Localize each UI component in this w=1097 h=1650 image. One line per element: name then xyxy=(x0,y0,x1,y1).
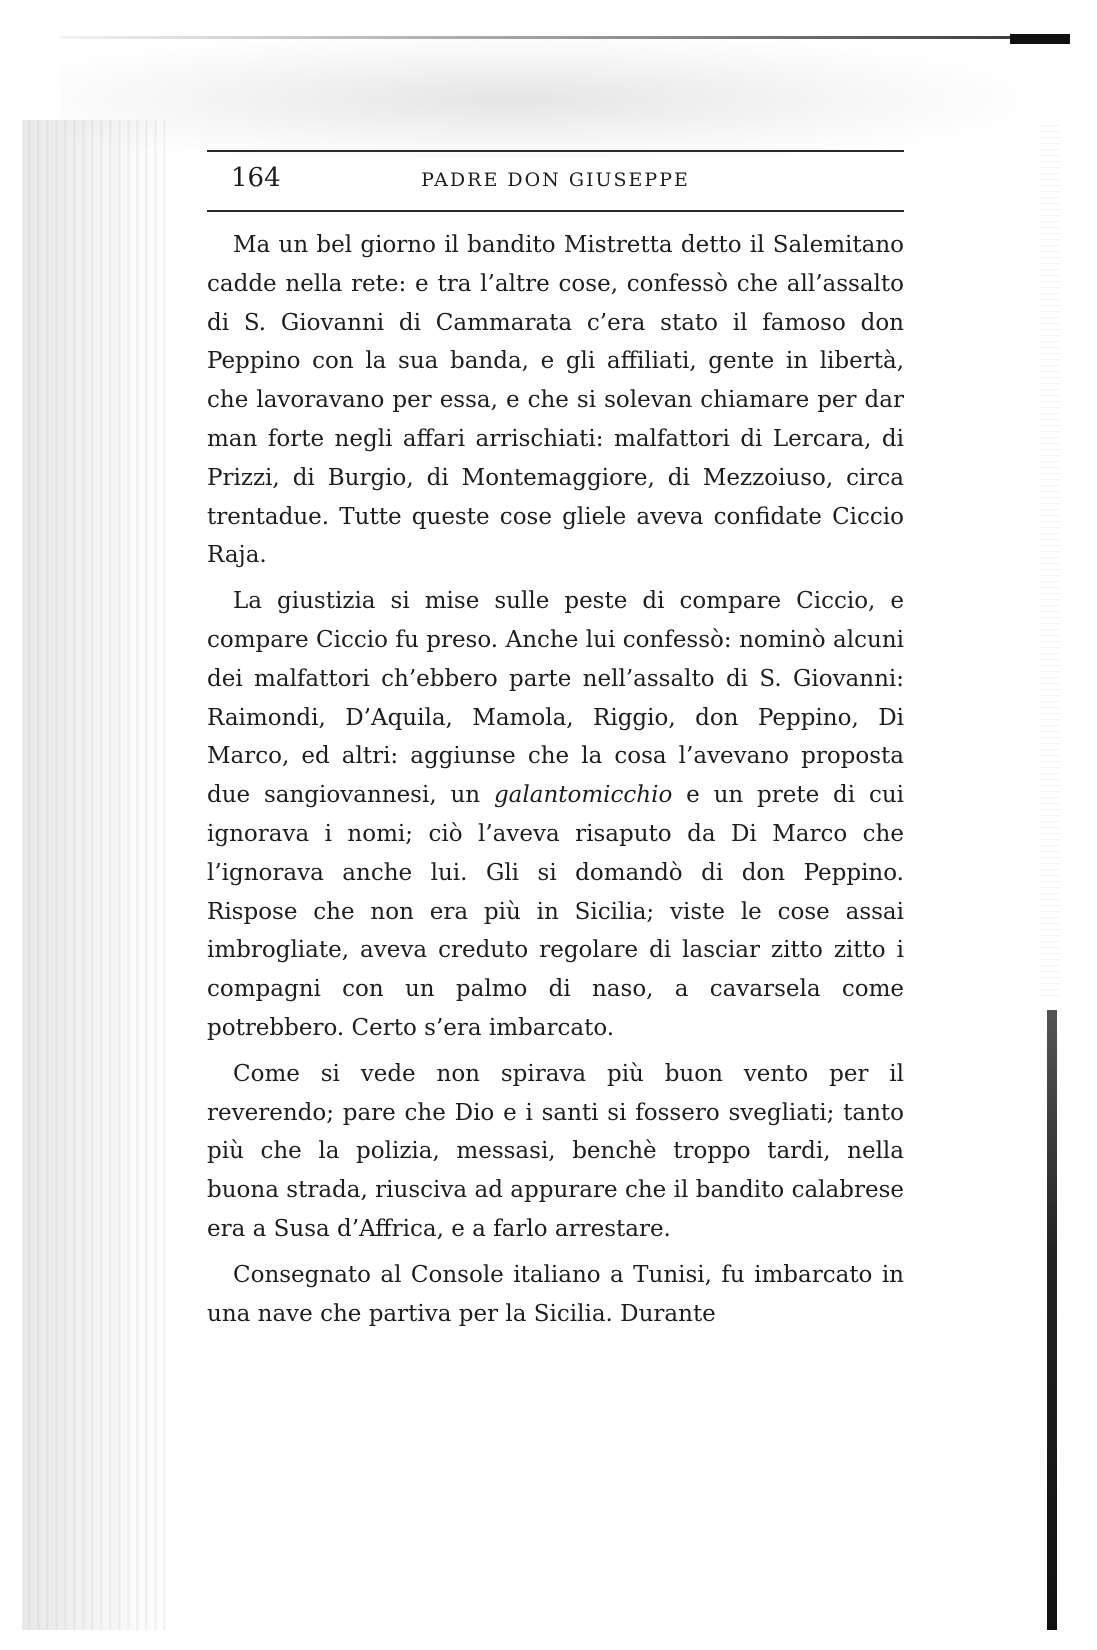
running-title: PADRE DON GIUSEPPE xyxy=(421,169,690,191)
paragraph-3 xyxy=(207,1055,904,1249)
paragraph-4 xyxy=(207,1256,904,1334)
paragraph-2 xyxy=(207,582,904,1048)
paragraph-text: La giustizia si mise sulle peste di compare Ciccio, e compare Ciccio fu preso. Anche lui confessò: nominò alcuni dei malfattori ch’ebbero parte nell’assalto di S. Giovanni: Raimondi, D’Aquila, Mamola, Riggio, don Peppino, Di Marco, ed altri: aggiunse che la cosa l’avevano proposta due sangiovannesi, un xyxy=(207,588,904,809)
scan-corner-mark xyxy=(1010,34,1070,44)
scan-shadow-top xyxy=(60,28,1060,158)
body-text xyxy=(207,226,904,1340)
page-number: 164 xyxy=(231,163,281,193)
scan-edge-line-top xyxy=(60,36,1060,39)
paragraph-text: e un prete di cui ignorava i nomi; ciò l’aveva risaputo da Di Marco che l’ignorava anche lui. Gli si domandò di don Peppino. Rispose che non era più in Sicilia; viste le cose assai imbrogliate, aveva creduto regolare di lasciar zitto zitto i compagni con un palmo di naso, a cavarsela come potrebbero. Certo s’era imbarcato. xyxy=(207,782,904,1041)
paragraph-1 xyxy=(207,226,904,575)
scan-speckle-left xyxy=(22,120,172,1630)
running-head xyxy=(207,150,904,212)
paragraph-text: Consegnato al Console italiano a Tunisi, fu imbarcato in una nave che partiva per la Sicilia. Durante xyxy=(207,1261,904,1327)
italic-term: galantomicchio xyxy=(493,782,673,809)
paragraph-text: Ma un bel giorno il bandito Mistretta detto il Salemitano cadde nella rete: e tra l’altre cose, confessò che all’assalto di S. Giovanni di Cammarata c’era stato il famoso don Peppino con la sua banda, e gli affiliati, gente in libertà, che lavoravano per essa, e che si solevan chiamare per dar man forte negli affari arrischiati: malfattori di Lercara, di Prizzi, di Burgio, di Montemaggiore, di Mezzoiuso, circa trentadue. Tutte queste cose gliele aveva confidate Ciccio Raja. xyxy=(207,232,904,569)
scan-edge-bar-right xyxy=(1047,1010,1057,1630)
scan-speckle-right xyxy=(1040,120,1060,1000)
paragraph-text: Come si vede non spirava più buon vento per il reverendo; pare che Dio e i santi si fossero svegliati; tanto più che la polizia, messasi, benchè troppo tardi, nella buona strada, riusciva ad appurare che il bandito calabrese era a Susa d’Affrica, e a farlo arrestare. xyxy=(207,1060,904,1242)
